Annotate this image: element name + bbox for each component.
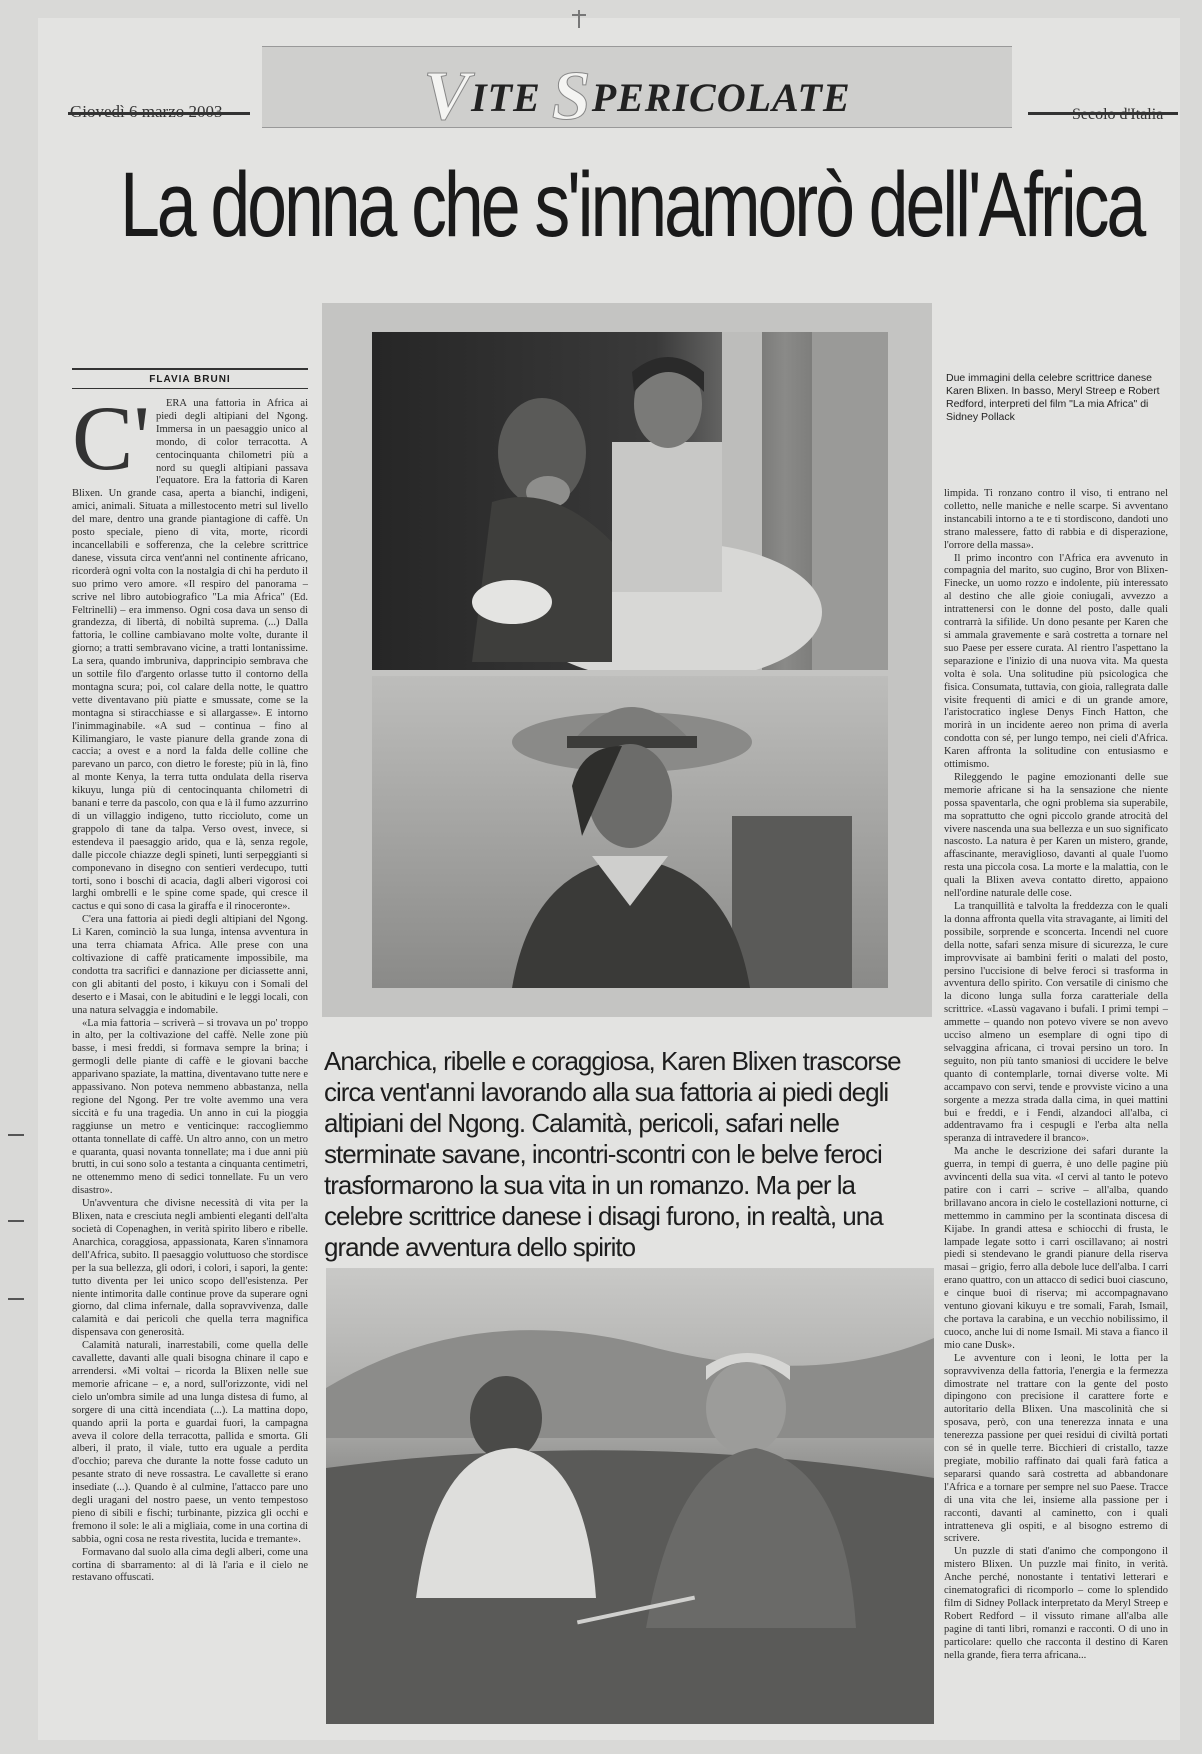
byline-rule-top: [72, 368, 308, 370]
paragraph: limpida. Ti ronzano contro il viso, ti entrano nel colletto, nelle maniche e nelle scarpe. Si avventano instancabili intorno a te e ti stordiscono, dandoti uno strano malessere, fatto di rabbia e di disperazione, l'orrore della massa».: [944, 488, 1168, 551]
paragraph: La tranquillità e talvolta la freddezza con le quali la donna affronta quella vita stravagante, ai limiti del possibile, sorprende e sconcerta. Incendi nel cuore della notte, safari senza misure di sicurezza, le cure improvvisate ai bambini feriti o malati del posto, persino l'uccisione di belve feroci si trasforma in avventura dello spirito. Con versatile di cinismo che la dicono lunga sulla forza caratteriale della scrittrice. «Lassù vagavano i bufali. I primi tempi – ammette – quando non potevo vivere se non avevo ucciso almeno un esemplare di ogni tipo di selvaggina africana, ci trovai persino un toro. In seguito, non più tanto smaniosi di uccidere le belve quanto di contemplarle, tornai diverse volte. Mi accampavo con servi, tende e provviste vicino a una sorgente a mezza strada dalla cima, in quei mattini bui e freddi, e i Fendi, alzandoci all'alba, ci addentravamo fra i cespugli e l'erba alta nella speranza di intravedere il branco».: [944, 901, 1168, 1145]
article-column-left: [72, 398, 308, 1724]
paragraph: Il primo incontro con l'Africa era avvenuto in compagnia del marito, suo cugino, Bror von Blixen-Finecke, un uomo rozzo e indolente, più interessato al destino che alle gioie coniugali, avvezzo a intrattenersi con le donne del posto, dalle quali contrarrà la sifilide. Un dono pesante per Karen che si ammala gravemente e sarà costretta a tornare nel suo Paese per essere curata. Al rientro l'aspettano la separazione e l'inizio di una nuova vita. Ma questa volta è sola. Una solitudine più psicologica che fisica. Consumata, tuttavia, con gioia, rallegrata dalle visite frequenti di amici e di un grande amore, l'aristocratico inglese Denys Finch Hatton, che morirà in un incidente aereo non prima di averla condotta con sé, per lungo tempo, nei cieli d'Africa. Karen affronta la solitudine con entusiasmo e ottimismo.: [944, 552, 1168, 771]
paragraph: ERA una fattoria in Africa ai piedi degli altipiani del Ngong. Immersa in un paesaggio unico al mondo, di color terracotta. A centocinquanta chilometri più a nord su quegli altipiani passava l'equatore. Era la fattoria di Karen Blixen. Un grande casa, aperta a bianchi, indigeni, amici, animali. Situata a millestocento metri sul livello del mare, dentro una grande piantagione di caffè. Un posto speciale, pieno di vita, morte, ricordi incancellabili e sofferenza, che la celebre scrittrice danese, vissuta circa vent'anni nel continente africano, ricorderà ogni volta con la nostalgia di chi ha perduto il suo primo vero amore. «Il respiro del panorama – scrive nel libro autobiografico "La mia Africa" (Ed. Feltrinelli) – era immenso. Ogni cosa dava un senso di grandezza, di libertà, di nobiltà suprema. (...) Dalla fattoria, le colline cambiavano molte volte, durante il giorno; a tratti sembravano vicine, a tratti lontanissime. La sera, quando imbruniva, dapprincipio sembrava che un sottile filo d'argento orlasse tutto il contorno della montagna scura; poi, col calare della notte, le quattro vette diventavano più piatte e smussate, come se la montagna si stiracchiasse e si allargasse». E intorno l'inimmaginabile. «A sud – continua – fino al Kilimangiaro, le vaste pianure della grande zona di caccia; a ovest e a nord la falda delle colline che parevano un parco, con dietro le foreste; più in là, fino al monte Kenya, la terra tutta ondulata della riserva kikuyu, lunga più di centocinquanta chilometri di banani e terre da pascolo, con qua e là il fumo azzurrino di un villaggio indigeno, tutto riccioluto, come un grappolo di tane da talpa. Verso ovest, invece, si estendeva il paesaggio arido, qua e là, senza regole, dalle piccole chiazze degli spineti, lunti serpeggianti si componevano in disegno con sentieri verdecupo, tutti torti, sono i boschi di acacia, dagli alberi vigorosi coi larghi ombrelli e le spine come spade, qui cresce il cactus e qui sono di casa la giraffa e il rinoceronte».: [72, 398, 308, 913]
article-deck: Anarchica, ribelle e coraggiosa, Karen Blixen trascorse circa vent'anni lavorando alla sua fattoria ai piedi degli altipiani del Ngong. Calamità, pericoli, safari nelle sterminate savane, incontri-scontri con le belve feroci trasformarono la sua vita in un romanzo. Ma per la celebre scrittrice danese i disagi furono, in realtà, una grande avventura dello spirito: [324, 1046, 901, 1262]
section-masthead-box: [262, 46, 1012, 135]
section-masthead: [262, 57, 1012, 137]
newspaper-name: Secolo d'Italia: [1072, 106, 1164, 123]
paragraph: Ma anche le descrizione dei safari durante la guerra, in tempi di guerra, è uno delle pagine più avvincenti della sua vita. «I cervi al tanto le potevo patire con i carri – scrive – all'alba, quando brillavano ancora in cielo le costellazioni notturne, ci mettemmo in cammino per la scontinata discesa di Kijabe. In grandi attesa e schiocchi di frusta, le lampade legate sotto i carri oscillavano; ai nostri piedi si stendevano le grandi pianure della riserva masai – grigio, ferro alla debole luce dell'alba. I carri erano quattro, con un attacco di sedici buoi ciascuno, e cinque buoi di riserva; mi accompagnavano ventuno giovani kikuyu e tre somali, Farah, Ismail, che portava la carabina, e un vecchio nobilissimo, il cuoco, anche lui di nome Ismail. Mi stava a fianco il mio cane Dusk».: [944, 1146, 1168, 1351]
paragraph: C'era una fattoria ai piedi degli altipiani del Ngong. Lì Karen, cominciò la sua lunga, intensa avventura in una terra chiamata Africa. Alle prese con una coltivazione di caffè praticamente impossibile, ma condotta tra sacrifici e dannazione per diciassette anni, con gli abitanti del posto, i kikuyu con i Somali del deserto e i Masai, con le abitudini e le leggi locali, con una natura selvaggia e indomabile.: [72, 914, 308, 1016]
margin-mark: [8, 1220, 24, 1222]
paragraph: Formavano dal suolo alla cima degli alberi, come una cortina di sbarramento: al di là l'aria e il cielo ne restavano offuscati.: [72, 1546, 308, 1584]
margin-mark: [8, 1134, 24, 1136]
byline-rule-bottom: [72, 388, 308, 389]
paragraph: Un'avventura che divisne necessità di vita per la Blixen, nata e cresciuta negli ambienti eleganti dell'alta società di Copenaghen, in verità spirito libero e ribelle. Anarchica, coraggiosa, appassionata, Karen s'innamora dell'Africa, subito. Il paesaggio voluttuoso che stordisce per la sua bellezza, gli odori, i colori, i sapori, la gente: tutto diventa per lei unico scopo dell'esistenza. Per niente intimorita dalle continue prove da superare ogni giorno, dal clima infernale, dalla sopravvivenza, dalle calamità e dai pericoli che quella terra magnifica dispensava con generosità.: [72, 1198, 308, 1339]
photo-film-still: [326, 1268, 934, 1724]
registration-mark: [578, 10, 580, 28]
paragraph: Rileggendo le pagine emozionanti delle sue memorie africane si ha la sensazione che niente possa spaventarla, che ogni problema sia superabile, ma soprattutto che ogni piccolo grande atrocità del vivere nascenda una sua bellezza e un suo significato nascosto. La natura è per Karen un mistero, grande, affascinante, meraviglioso, davanti al quale l'uomo resta una piccola cosa. La morte e la malattia, con le quali la Blixen aveva contatto diretto, appaiono nell'ordine naturale delle cose.: [944, 771, 1168, 900]
margin-mark: [8, 1298, 24, 1300]
paragraph: Calamità naturali, inarrestabili, come quella delle cavallette, davanti alle quali bisogna chinare il capo e arrendersi. «Mi voltai – ricorda la Blixen nelle sue memorie africane – e, a nord, sull'orizzonte, vidi nel cielo un'ombra simile ad una lunga distesa di fumo, al sorgere di una città incendiata (...). La mattina dopo, quando aprii la porta e guardai fuori, la campagna aveva il colore della terracotta, pallida e smorta. Gli alberi, il prato, il viale, tutto era uguale a perdita d'occhio; pareva che durante la notte fosse caduto un pesante strato di neve rossastra. Le cavallette si erano insediate (...). Quando è al culmine, l'attacco pare uno degli uragani del nostro paese, un vento tempestoso pieno di sibili e fischi; turbinante, pizzica gli occhi e fremono il sole: le ali a migliaia, come in una cortina di sabbia, ogni cosa ne resta rivestita, lucida e tremante».: [72, 1340, 308, 1545]
masthead-ite: ITE: [471, 75, 552, 120]
photo-caption: Due immagini della celebre scrittrice danese Karen Blixen. In basso, Meryl Streep e Robert Redford, interpreti del film "La mia Africa" di Sidney Pollack: [946, 372, 1160, 423]
headline: La donna che s'innamorò dell'Africa: [120, 154, 1144, 256]
dateline: Giovedì 6 marzo 2003: [70, 102, 223, 121]
paragraph: Le avventure con i leoni, le lotta per la sopravvivenza della fattoria, l'energia e la fermezza dimostrate nel trattare con la gente del posto dipingono con precisione il carattere forte e autoritario della Blixen. Una mascolinità che si sposava, però, con una tenerezza innata e una tenerezza passione per quei residui di civiltà portati con sé in quelle terre. Bicchieri di cristallo, tazze pregiate, mobilio raffinato dai quali farà fatica a separarsi quando sarà costretta ad abbandonare l'Africa e a tornare per sempre nel suo Paese. Tracce di una vita che lei, insieme alla passione per i racconti, davanti al caminetto, con i quali intratteneva gli ospiti, e al bisogno estremo di scrivere.: [944, 1352, 1168, 1545]
byline: FLAVIA BRUNI: [149, 374, 231, 385]
article-column-right: [944, 488, 1168, 1724]
paragraph: «La mia fattoria – scriverà – si trovava un po' troppo in alto, per la coltivazione del caffè. Nelle zone più basse, i mesi freddi, si formava sempre la brina; i germogli delle piante di caffè e le giovani bacche apparivano spaziate, la mattina, diventavano tutte nere e appassivano. Non poteva nemmeno abbastanza, nella regione del Ngong. Per tre volte avemmo una vera siccità e fu una tragedia. Un anno in cui la pioggia raggiunse un metro e venticinque: raccogliemmo ottanta tonnellate di caffè. Un altro anno, con un metro e quaranta, quasi novanta tonnellate; ma i due anni più brutti, in cui sono solo a testanta a cinquanta centimetri, ne ottenemmo meno di sedici tonnellate. Fu un vero disastro».: [72, 1017, 308, 1197]
photo-karen-blixen-with-dog: [372, 332, 888, 670]
dropcap: C': [72, 398, 150, 489]
photo-woman-with-hat: [372, 676, 888, 988]
masthead-initial-s: S: [551, 58, 592, 135]
masthead-initial-v: V: [423, 58, 472, 135]
masthead-pericolate: PERICOLATE: [591, 75, 851, 120]
paragraph: Un puzzle di stati d'animo che compongono il mistero Blixen. Un puzzle mai finito, in verità. Anche perché, nonostante i tentativi letterari e cinematografici di ricomporlo – come lo splendido film di Sidney Pollack interpretato da Meryl Streep e Robert Redford – il vissuto rimane all'alba alle pagine di tanti libri, romanzi e racconti. O di uno in particolare: quello che racconta il destino di Karen nella grande, fiera terra africana...: [944, 1546, 1168, 1661]
